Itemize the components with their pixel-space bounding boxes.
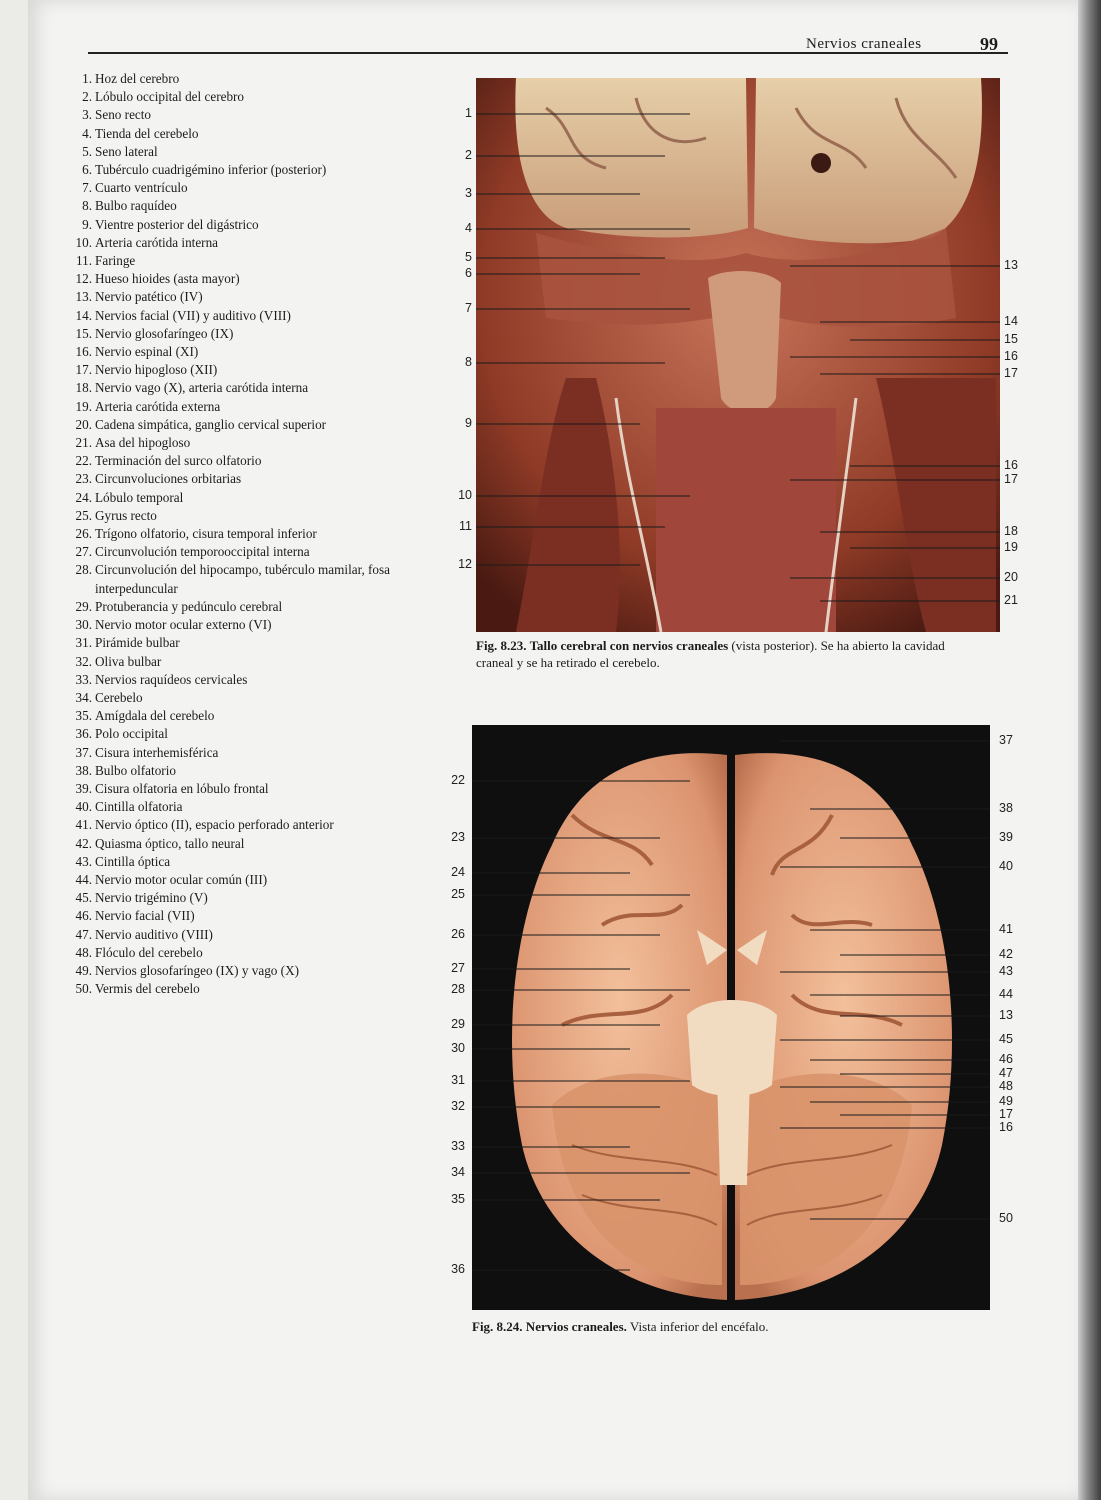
page-number: 99 xyxy=(980,34,998,54)
legend-item-number: 18. xyxy=(75,380,92,396)
legend-item xyxy=(72,398,412,416)
legend-item-text: Circunvolución del hipocampo, tubérculo mamilar, fosa interpeduncular xyxy=(95,562,394,596)
legend-item xyxy=(72,143,412,161)
legend-item-text: Amígdala del cerebelo xyxy=(95,708,215,724)
callout-number: 18 xyxy=(1004,524,1018,538)
legend-item-text: Cerebelo xyxy=(95,689,143,705)
callout-number: 13 xyxy=(999,1008,1013,1022)
callout-number: 35 xyxy=(451,1192,465,1206)
legend-item-number: 4. xyxy=(82,125,92,141)
legend-item-text: Bulbo olfatorio xyxy=(95,762,176,778)
legend-item xyxy=(72,926,412,944)
callout-number: 14 xyxy=(1004,314,1018,328)
legend-item-number: 38. xyxy=(75,762,92,778)
legend-item xyxy=(72,361,412,379)
legend-item xyxy=(72,288,412,306)
legend-item xyxy=(72,980,412,998)
running-header-title: Nervios craneales xyxy=(806,36,922,52)
callout-number: 2 xyxy=(465,148,472,162)
legend-item-text: Cisura interhemisférica xyxy=(95,744,219,760)
legend-item xyxy=(72,70,412,88)
legend-item-number: 40. xyxy=(75,799,92,815)
legend-item xyxy=(72,379,412,397)
legend-item xyxy=(72,671,412,689)
callout-number: 7 xyxy=(465,301,472,315)
legend-item-number: 21. xyxy=(75,435,92,451)
legend-item-number: 49. xyxy=(75,962,92,978)
callout-number: 12 xyxy=(458,557,472,571)
callout-number: 11 xyxy=(459,519,472,533)
legend-item-number: 34. xyxy=(75,689,92,705)
figure-8-24-caption xyxy=(472,1318,992,1335)
legend-item xyxy=(72,489,412,507)
legend-item xyxy=(72,470,412,488)
legend-item xyxy=(72,634,412,652)
callout-number: 50 xyxy=(999,1211,1013,1225)
legend-item-number: 20. xyxy=(75,416,92,432)
figure-8-23-caption-title: Fig. 8.23. Tallo cerebral con nervios craneales xyxy=(476,638,729,653)
legend-item-number: 29. xyxy=(75,598,92,614)
callout-number: 47 xyxy=(999,1066,1013,1080)
legend-item-text: Arteria carótida externa xyxy=(95,398,221,414)
legend-item-text: Bulbo raquídeo xyxy=(95,198,177,214)
callout-number: 36 xyxy=(451,1262,465,1276)
legend-item-number: 45. xyxy=(75,890,92,906)
legend-item-text: Cisura olfatoria en lóbulo frontal xyxy=(95,780,269,796)
legend-item-number: 24. xyxy=(75,489,92,505)
legend-item-text: Faringe xyxy=(95,253,136,269)
legend-item xyxy=(72,343,412,361)
legend-item-number: 36. xyxy=(75,726,92,742)
legend-item xyxy=(72,762,412,780)
callout-number: 16 xyxy=(1004,349,1018,363)
legend-item xyxy=(72,434,412,452)
legend-item xyxy=(72,216,412,234)
callout-number: 22 xyxy=(451,773,465,787)
figure-8-23-caption xyxy=(476,637,976,671)
callout-number: 40 xyxy=(999,859,1013,873)
legend-item-text: Nervios raquídeos cervicales xyxy=(95,671,248,687)
callout-number: 15 xyxy=(1004,332,1018,346)
legend-item-text: Arteria carótida interna xyxy=(95,234,219,250)
legend-item-text: Nervio trigémino (V) xyxy=(95,890,208,906)
legend-item-text: Cintilla óptica xyxy=(95,853,171,869)
legend-item xyxy=(72,161,412,179)
legend-item xyxy=(72,325,412,343)
legend-item xyxy=(72,780,412,798)
legend-item-number: 12. xyxy=(75,271,92,287)
legend-item-number: 42. xyxy=(75,835,92,851)
legend-item xyxy=(72,744,412,762)
legend-item xyxy=(72,525,412,543)
figure-8-23-illustration xyxy=(476,78,1000,632)
callout-number: 37 xyxy=(999,733,1013,747)
legend-item-number: 39. xyxy=(75,780,92,796)
legend-item-number: 22. xyxy=(75,453,92,469)
legend-item-text: Vientre posterior del digástrico xyxy=(95,216,259,232)
legend-item-text: Tienda del cerebelo xyxy=(95,125,199,141)
legend-item-number: 14. xyxy=(75,307,92,323)
legend-item-number: 28. xyxy=(75,562,92,578)
callout-number: 6 xyxy=(465,266,472,280)
legend-item-text: Nervio auditivo (VIII) xyxy=(95,926,213,942)
legend-item-number: 15. xyxy=(75,325,92,341)
callout-number: 8 xyxy=(465,355,472,369)
legend-item-number: 32. xyxy=(75,653,92,669)
legend-item-text: Lóbulo temporal xyxy=(95,489,184,505)
legend-item-text: Nervio motor ocular común (III) xyxy=(95,871,268,887)
legend-item-number: 9. xyxy=(82,216,92,232)
legend-item xyxy=(72,197,412,215)
callout-number: 38 xyxy=(999,801,1013,815)
legend-item xyxy=(72,835,412,853)
figure-8-23-brainstem-photo xyxy=(476,78,1000,632)
legend-item xyxy=(72,252,412,270)
legend-item xyxy=(72,889,412,907)
callout-number: 42 xyxy=(999,947,1013,961)
legend-item xyxy=(72,962,412,980)
callout-number: 23 xyxy=(451,830,465,844)
legend-item-text: Cintilla olfatoria xyxy=(95,799,183,815)
legend-item-number: 10. xyxy=(75,234,92,250)
legend-item-text: Circunvoluciones orbitarias xyxy=(95,471,242,487)
callout-number: 44 xyxy=(999,987,1013,1001)
legend-item xyxy=(72,125,412,143)
legend-item xyxy=(72,561,412,597)
callout-number: 41 xyxy=(999,922,1013,936)
callout-number: 13 xyxy=(1004,258,1018,272)
legend-item-number: 19. xyxy=(75,398,92,414)
legend-item-number: 41. xyxy=(75,817,92,833)
legend-item xyxy=(72,507,412,525)
callout-number: 25 xyxy=(451,887,465,901)
legend-item-text: Nervio óptico (II), espacio perforado anterior xyxy=(95,817,334,833)
legend-item xyxy=(72,88,412,106)
legend-item-number: 8. xyxy=(82,198,92,214)
legend-item-text: Nervio vago (X), arteria carótida interna xyxy=(95,380,309,396)
legend-item xyxy=(72,816,412,834)
callout-number: 39 xyxy=(999,830,1013,844)
legend-item-number: 2. xyxy=(82,89,92,105)
legend-item-text: Cadena simpática, ganglio cervical superior xyxy=(95,416,327,432)
legend-item-text: Polo occipital xyxy=(95,726,168,742)
callout-number: 48 xyxy=(999,1079,1013,1093)
legend-item-text: Pirámide bulbar xyxy=(95,635,180,651)
legend-item-number: 47. xyxy=(75,926,92,942)
legend-item-text: Flóculo del cerebelo xyxy=(95,944,203,960)
legend-item xyxy=(72,907,412,925)
legend-item-text: Hoz del cerebro xyxy=(95,71,180,86)
callout-number: 10 xyxy=(458,488,472,502)
legend-item xyxy=(72,871,412,889)
callout-number: 17 xyxy=(1004,472,1018,486)
legend-item-number: 1. xyxy=(82,71,92,86)
legend-item-number: 5. xyxy=(82,143,92,159)
legend-item-number: 30. xyxy=(75,617,92,633)
callout-number: 20 xyxy=(1004,570,1018,584)
callout-number: 1 xyxy=(465,106,472,120)
figure-8-23-caption-text: (vista posterior). Se ha abierto la cavidad craneal y se ha retirado el cerebelo. xyxy=(476,638,945,670)
legend-item-number: 37. xyxy=(75,744,92,760)
legend-item-text: Gyrus recto xyxy=(95,507,157,523)
legend-item xyxy=(72,944,412,962)
callout-number: 27 xyxy=(451,961,465,975)
legend-item xyxy=(72,416,412,434)
legend-item-number: 48. xyxy=(75,944,92,960)
legend-item-text: Vermis del cerebelo xyxy=(95,981,200,997)
callout-number: 24 xyxy=(451,865,465,879)
callout-number: 32 xyxy=(451,1099,465,1113)
legend-item-number: 46. xyxy=(75,908,92,924)
legend-item-text: Seno lateral xyxy=(95,143,158,159)
legend-item-text: Nervio patético (IV) xyxy=(95,289,203,305)
legend-item-text: Trígono olfatorio, cisura temporal inferior xyxy=(95,526,317,542)
legend-item-number: 6. xyxy=(82,162,92,178)
legend-item-number: 25. xyxy=(75,507,92,523)
legend-item-text: Nervios facial (VII) y auditivo (VIII) xyxy=(95,307,291,323)
legend-item-text: Nervios glosofaríngeo (IX) y vago (X) xyxy=(95,962,299,978)
callout-number: 16 xyxy=(1004,458,1018,472)
legend-item-number: 26. xyxy=(75,526,92,542)
callout-number: 28 xyxy=(451,982,465,996)
legend-item-number: 33. xyxy=(75,671,92,687)
book-spine xyxy=(1078,0,1101,1500)
legend-item xyxy=(72,106,412,124)
callout-number: 17 xyxy=(999,1107,1013,1121)
legend-item-text: Protuberancia y pedúnculo cerebral xyxy=(95,598,283,614)
legend-item-number: 27. xyxy=(75,544,92,560)
legend-item xyxy=(72,853,412,871)
callout-number: 43 xyxy=(999,964,1013,978)
legend-item-number: 11. xyxy=(76,253,92,269)
legend-item xyxy=(72,798,412,816)
legend-item-text: Lóbulo occipital del cerebro xyxy=(95,89,245,105)
legend-item xyxy=(72,270,412,288)
figure-8-24-illustration xyxy=(472,725,990,1310)
callout-number: 16 xyxy=(999,1120,1013,1134)
legend-item-number: 16. xyxy=(75,344,92,360)
figure-8-24-caption-title: Fig. 8.24. Nervios craneales. xyxy=(472,1319,627,1334)
callout-number: 30 xyxy=(451,1041,465,1055)
legend-item-text: Oliva bulbar xyxy=(95,653,162,669)
legend-item xyxy=(72,653,412,671)
callout-number: 19 xyxy=(1004,540,1018,554)
callout-number: 17 xyxy=(1004,366,1018,380)
legend-item xyxy=(72,689,412,707)
callout-number: 29 xyxy=(451,1017,465,1031)
callout-number: 9 xyxy=(465,416,472,430)
legend-item-text: Quiasma óptico, tallo neural xyxy=(95,835,245,851)
legend-item-text: Nervio hipogloso (XII) xyxy=(95,362,218,378)
legend-item-number: 44. xyxy=(75,871,92,887)
legend-item-number: 23. xyxy=(75,471,92,487)
legend-item-number: 31. xyxy=(75,635,92,651)
legend-item-number: 35. xyxy=(75,708,92,724)
legend-item-text: Hueso hioides (asta mayor) xyxy=(95,271,240,287)
legend-list xyxy=(72,70,412,998)
callout-number: 46 xyxy=(999,1052,1013,1066)
legend-item-text: Seno recto xyxy=(95,107,152,123)
legend-item xyxy=(72,179,412,197)
legend-item-number: 13. xyxy=(75,289,92,305)
legend-item-number: 50. xyxy=(75,981,92,997)
legend-item xyxy=(72,616,412,634)
legend-item-text: Asa del hipogloso xyxy=(95,435,191,451)
callout-number: 21 xyxy=(1004,593,1018,607)
callout-number: 31 xyxy=(451,1073,465,1087)
legend-item-number: 17. xyxy=(75,362,92,378)
figure-8-24-caption-text: Vista inferior del encéfalo. xyxy=(626,1319,769,1334)
callout-number: 26 xyxy=(451,927,465,941)
callout-number: 49 xyxy=(999,1094,1013,1108)
legend-item-text: Terminación del surco olfatorio xyxy=(95,453,262,469)
legend-item xyxy=(72,234,412,252)
legend-item xyxy=(72,307,412,325)
legend-item xyxy=(72,725,412,743)
legend-item-text: Nervio glosofaríngeo (IX) xyxy=(95,325,234,341)
legend-item-number: 3. xyxy=(82,107,92,123)
legend-item-text: Circunvolución temporooccipital interna xyxy=(95,544,310,560)
callout-number: 45 xyxy=(999,1032,1013,1046)
legend-item xyxy=(72,598,412,616)
legend-item-text: Tubérculo cuadrigémino inferior (posterior) xyxy=(95,162,327,178)
legend-item xyxy=(72,452,412,470)
legend-item xyxy=(72,707,412,725)
legend-item-number: 43. xyxy=(75,853,92,869)
figure-8-24-brain-inferior-photo xyxy=(472,725,990,1310)
legend-item-text: Nervio espinal (XI) xyxy=(95,344,199,360)
legend-item-text: Cuarto ventrículo xyxy=(95,180,188,196)
legend-item xyxy=(72,543,412,561)
callout-number: 5 xyxy=(465,250,472,264)
callout-number: 3 xyxy=(465,186,472,200)
callout-number: 34 xyxy=(451,1165,465,1179)
legend-item-number: 7. xyxy=(82,180,92,196)
legend-item-text: Nervio facial (VII) xyxy=(95,908,195,924)
callout-number: 4 xyxy=(465,221,472,235)
callout-number: 33 xyxy=(451,1139,465,1153)
legend-item-text: Nervio motor ocular externo (VI) xyxy=(95,617,272,633)
